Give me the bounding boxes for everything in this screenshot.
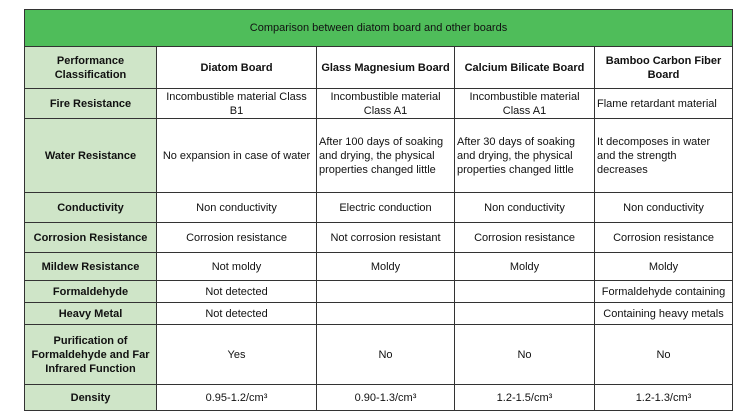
table-title: Comparison between diatom board and other boards xyxy=(25,10,733,47)
table-cell: Containing heavy metals xyxy=(595,303,733,325)
table-cell: After 100 days of soaking and drying, the physical properties changed little xyxy=(317,119,455,193)
table-row xyxy=(25,193,733,223)
row-label-corrosion-resistance: Corrosion Resistance xyxy=(25,223,157,253)
table-cell: Not moldy xyxy=(157,253,317,281)
table-cell: Incombustible material Class B1 xyxy=(157,89,317,119)
table-cell: Corrosion resistance xyxy=(455,223,595,253)
row-label-purification: Purification of Formaldehyde and Far Infrared Function xyxy=(25,325,157,385)
table-cell: Corrosion resistance xyxy=(595,223,733,253)
header-bamboo-carbon-fiber-board: Bamboo Carbon Fiber Board xyxy=(595,47,733,89)
header-performance-classification: Performance Classification xyxy=(25,47,157,89)
table-cell: It decomposes in water and the strength decreases xyxy=(595,119,733,193)
table-cell: No xyxy=(595,325,733,385)
table-cell: No xyxy=(455,325,595,385)
table-row xyxy=(25,281,733,303)
header-calcium-bilicate-board: Calcium Bilicate Board xyxy=(455,47,595,89)
table-cell: Incombustible material Class A1 xyxy=(317,89,455,119)
row-label-heavy-metal: Heavy Metal xyxy=(25,303,157,325)
table-cell: Incombustible material Class A1 xyxy=(455,89,595,119)
table-cell: Electric conduction xyxy=(317,193,455,223)
table-cell: Not detected xyxy=(157,281,317,303)
table-row xyxy=(25,253,733,281)
table-cell: Non conductivity xyxy=(455,193,595,223)
row-label-formaldehyde: Formaldehyde xyxy=(25,281,157,303)
table-cell xyxy=(455,303,595,325)
table-cell: Corrosion resistance xyxy=(157,223,317,253)
table-cell: Moldy xyxy=(595,253,733,281)
table-row xyxy=(25,385,733,411)
comparison-table xyxy=(24,9,733,411)
row-label-fire-resistance: Fire Resistance xyxy=(25,89,157,119)
table-cell: Not corrosion resistant xyxy=(317,223,455,253)
table-row xyxy=(25,89,733,119)
table-cell: Non conductivity xyxy=(595,193,733,223)
row-label-mildew-resistance: Mildew Resistance xyxy=(25,253,157,281)
table-row xyxy=(25,325,733,385)
table-row xyxy=(25,119,733,193)
table-cell: Flame retardant material xyxy=(595,89,733,119)
table-cell: Formaldehyde containing xyxy=(595,281,733,303)
table-cell xyxy=(455,281,595,303)
table-cell: Yes xyxy=(157,325,317,385)
header-row xyxy=(25,47,733,89)
table-cell: 0.95-1.2/cm³ xyxy=(157,385,317,411)
header-glass-magnesium-board: Glass Magnesium Board xyxy=(317,47,455,89)
table-cell: After 30 days of soaking and drying, the physical properties changed little xyxy=(455,119,595,193)
title-row xyxy=(25,10,733,47)
table-cell: Not detected xyxy=(157,303,317,325)
table-row xyxy=(25,223,733,253)
header-diatom-board: Diatom Board xyxy=(157,47,317,89)
row-label-density: Density xyxy=(25,385,157,411)
row-label-water-resistance: Water Resistance xyxy=(25,119,157,193)
table-cell xyxy=(317,281,455,303)
row-label-conductivity: Conductivity xyxy=(25,193,157,223)
table-cell: No xyxy=(317,325,455,385)
table-cell: 0.90-1.3/cm³ xyxy=(317,385,455,411)
table-cell: 1.2-1.3/cm³ xyxy=(595,385,733,411)
table-cell: Moldy xyxy=(317,253,455,281)
table-cell: No expansion in case of water xyxy=(157,119,317,193)
table-cell xyxy=(317,303,455,325)
table-row xyxy=(25,303,733,325)
table-cell: Moldy xyxy=(455,253,595,281)
table-cell: 1.2-1.5/cm³ xyxy=(455,385,595,411)
table-cell: Non conductivity xyxy=(157,193,317,223)
